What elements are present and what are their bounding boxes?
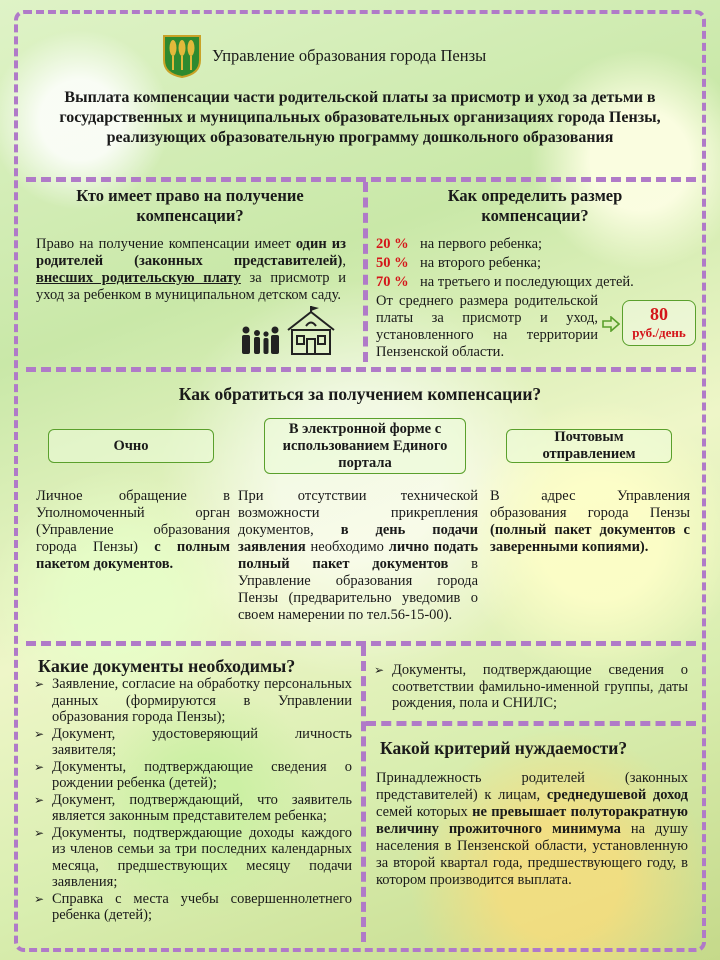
organization-name: Управление образования города Пензы [212,46,487,65]
amount-note: От среднего размера родительской платы за присмотр и уход, установленного на территории Пензенской области. [376,293,598,360]
method-in-person: Очно [48,429,214,463]
criterion-heading: Какой критерий нуждаемости? [380,738,628,758]
amount-heading: Как определить размер компенсации? [447,186,623,225]
price-value: 80 [650,304,668,324]
divider-top-columns [363,182,368,362]
rate-row: 70 % на третьего и последующих детей. [376,274,634,290]
document-item: ➢ Документы, подтверждающие доходы каждого из членов семьи за три последних календарных месяца, предшествующих месяцу подачи заявления; [34,825,352,891]
kindergarten-building-icon [284,306,338,361]
coat-of-arms-logo [162,34,202,78]
method-electronic: В электронной форме с использованием Единого портала [264,418,466,474]
document-item: ➢ Заявление, согласие на обработку персональных данных (формируются в Управлении образования города Пензы); [34,676,352,726]
divider-header [26,177,696,182]
divider-bottom-columns [361,646,366,942]
rate-row: 50 % на второго ребенка; [376,255,542,271]
price-badge [622,300,696,346]
divider-criterion [366,721,696,726]
method-post: Почтовым отправлением [506,429,672,463]
arrow-right-icon [602,316,620,337]
documents-list-left [34,676,352,924]
document-item: ➢ Документ, подтверждающий, что заявитель является законным представителем ребенка; [34,792,352,825]
family-icon [240,324,280,359]
price-unit: руб./день [632,325,686,340]
apply-heading: Как обратиться за получением компенсации? [178,384,542,404]
divider-middle [26,367,696,372]
document-item: ➢ Документ, удостоверяющий личность заявителя; [34,726,352,759]
page-title: Выплата компенсации части родительской платы за присмотр и уход за детьми в государственных и муниципальных образовательных организациях города Пензы, реализующих образовательную программу дошкольного образования [59,89,661,146]
documents-list-right [374,662,688,712]
documents-heading: Какие документы необходимы? [38,656,296,676]
method-in-person-text: Личное обращение в Уполномоченный орган (Управление образования города Пензы) с полным пакетом документов. [36,488,230,572]
eligibility-text: Право на получение компенсации имеет один из родителей (законных представителей), внесших родительскую плату за присмотр и уход за ребенком в муниципальном детском саду. [36,236,346,303]
criterion-text: Принадлежность родителей (законных представителей) к лицам, среднедушевой доход семей которых не превышает полуторакратную величину прожиточного минимума на душу населения в Пензенской области, установленную за второй квартал года, предшествующего году, в котором производится выплата. [376,770,688,888]
rate-row: 20 % на первого ребенка; [376,236,543,252]
method-electronic-text: При отсутствии технической возможности прикрепления документов, в день подачи заявления необходимо лично подать полный пакет документов в Управление образования города Пензы (предварительно уведомив о своем намерении по тел.56-15-00). [238,488,478,623]
document-item: ➢ Документы, подтверждающие сведения о соответствии фамильно-именной группы, даты рождения, пола и СНИЛС; [374,662,688,712]
eligibility-heading: Кто имеет право на получение компенсации? [76,186,304,225]
document-item: ➢ Справка с места учебы совершеннолетнего ребенка (детей); [34,891,352,924]
method-post-text: В адрес Управления образования города Пензы (полный пакет документов с заверенными копиями). [490,488,690,555]
document-item: ➢ Документы, подтверждающие сведения о рождении ребенка (детей); [34,759,352,792]
